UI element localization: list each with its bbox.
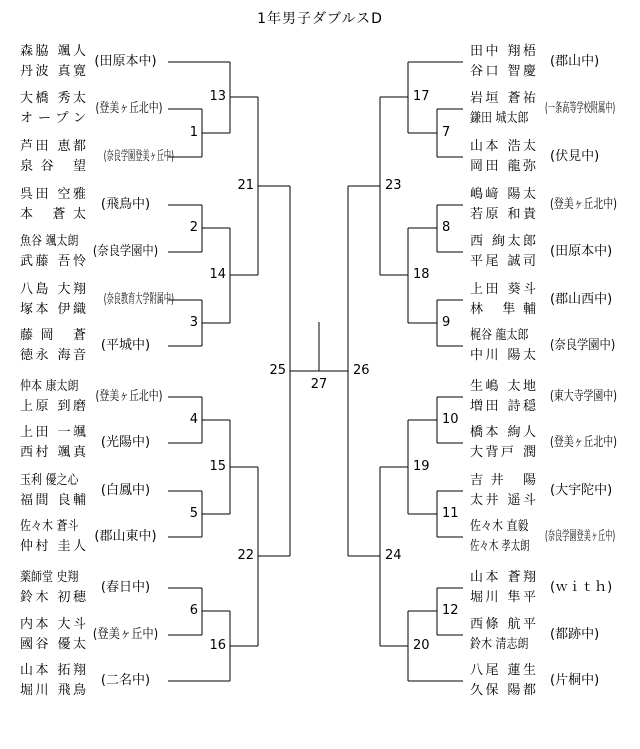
match-number: 24 — [385, 548, 402, 563]
match-number: 22 — [237, 548, 254, 563]
school-label: (春日中) — [100, 580, 151, 595]
school-label: (都跡中) — [550, 627, 600, 642]
team-players: 橋本 絢人 大背戸 潤 — [470, 425, 536, 460]
match-number: 6 — [189, 603, 198, 618]
school-label: (伏見中) — [550, 149, 600, 164]
bracket-left-team-lines — [168, 62, 230, 681]
match-number: 26 — [353, 363, 370, 378]
team-players: 生嶋 太地 増田 詩穏 — [470, 379, 536, 414]
school-label: (郡山西中) — [550, 292, 613, 307]
school-label: (奈良教育大学附属中) — [103, 292, 174, 307]
match-number: 8 — [442, 220, 451, 235]
bracket-left-round2 — [230, 62, 258, 681]
school-label: (登美ヶ丘北中) — [550, 435, 617, 450]
team-players: 佐々木 直毅 佐々木 孝太朗 — [470, 519, 530, 554]
team-players: 玉利 優之心 福間 良輔 — [20, 473, 86, 508]
school-label: (奈良学園中) — [92, 244, 159, 259]
school-label: (田原本中) — [550, 244, 613, 259]
team-players: 大橋 秀太 オープン — [20, 91, 86, 126]
team-players: 山本 拓翔 堀川 飛鳥 — [20, 663, 86, 698]
team-players: 田中 翔梧 谷口 智慶 — [470, 44, 536, 79]
team-players: 呉田 空雅 本 蒼太 — [20, 187, 86, 222]
match-number: 11 — [442, 506, 459, 521]
match-number: 2 — [189, 220, 198, 235]
school-label: (登美ヶ丘北中) — [550, 197, 617, 212]
match-number: 21 — [237, 178, 254, 193]
school-label: (片桐中) — [550, 673, 600, 688]
school-label: (光陽中) — [100, 435, 151, 450]
school-label: (東大寺学園中) — [550, 389, 617, 404]
school-label: (二名中) — [100, 673, 151, 688]
team-players: 山本 浩太 岡田 龍弥 — [470, 139, 536, 174]
match-number: 23 — [385, 178, 402, 193]
team-players: 上田 一颯 西村 颯真 — [20, 425, 86, 460]
team-players: 森脇 颯人 丹波 真寛 — [20, 44, 86, 79]
match-number: 7 — [442, 125, 451, 140]
match-number: 16 — [209, 638, 226, 653]
bracket-right-round1 — [408, 109, 437, 635]
school-label: (登美ヶ丘北中) — [95, 101, 163, 116]
school-label: (一条高等学校附属中) — [545, 101, 616, 116]
school-label: (飛鳥中) — [100, 197, 151, 212]
school-label: (ｗｉｔｈ) — [550, 580, 613, 595]
match-number: 5 — [189, 506, 198, 521]
bracket-right-round2 — [380, 62, 408, 681]
match-number-final: 27 — [310, 377, 328, 392]
team-players: 吉井 陽 太井 遥斗 — [470, 473, 536, 508]
match-number: 4 — [189, 412, 198, 427]
team-players: 八島 大翔 塚本 伊織 — [20, 282, 86, 317]
school-label: (田原本中) — [94, 54, 157, 69]
team-players: 嶋﨑 陽太 若原 和貴 — [470, 187, 536, 222]
school-label: (平城中) — [100, 338, 151, 353]
team-players: 八尾 蓮生 久保 陽都 — [470, 663, 536, 698]
match-number: 1 — [189, 125, 198, 140]
team-players: 佐々木 蒼斗 仲村 圭人 — [20, 519, 86, 554]
school-label: (奈良学園登美ヶ丘中) — [545, 529, 616, 544]
team-players: 西 絢太郎 平尾 誠司 — [470, 234, 536, 269]
team-players: 山本 蒼翔 堀川 隼平 — [470, 570, 536, 605]
match-number: 20 — [413, 638, 430, 653]
bracket-right-team-lines — [408, 62, 463, 681]
bracket-final-line — [290, 322, 348, 371]
match-number: 3 — [189, 315, 198, 330]
school-label: (白鳳中) — [100, 483, 151, 498]
school-label: (登美ヶ丘北中) — [95, 389, 163, 404]
school-label: (郡山中) — [550, 54, 600, 69]
school-label: (大宇陀中) — [550, 483, 613, 498]
school-label: (郡山東中) — [94, 529, 157, 544]
match-number: 13 — [209, 89, 226, 104]
page-title: 1年男子ダブルスD — [257, 11, 383, 27]
school-label: (奈良学園登美ヶ丘中) — [103, 149, 174, 164]
team-players: 藤岡 蒼 徳永 海音 — [20, 328, 86, 363]
team-players: 西條 航平 鈴木 清志朗 — [470, 617, 536, 652]
match-number: 9 — [442, 315, 451, 330]
match-number: 19 — [413, 459, 430, 474]
match-number: 25 — [269, 363, 286, 378]
match-number: 10 — [442, 412, 459, 427]
team-players: 薬師堂 史翔 鈴木 初穂 — [20, 570, 86, 605]
team-players: 内本 大斗 國谷 優太 — [20, 617, 86, 652]
school-label: (登美ヶ丘中) — [92, 627, 159, 642]
team-players: 上田 葵斗 林 隼輔 — [470, 282, 536, 317]
team-players: 魚谷 颯太朗 武藤 吾怜 — [20, 234, 86, 269]
team-players: 仲本 康太朗 上原 到磨 — [20, 379, 86, 414]
school-label: (奈良学園中) — [550, 338, 616, 353]
match-number: 17 — [413, 89, 430, 104]
match-number: 15 — [209, 459, 226, 474]
match-number: 14 — [209, 267, 226, 282]
match-number: 12 — [442, 603, 459, 618]
team-players: 岩垣 蒼祐 鎌田 城太郎 — [470, 91, 536, 126]
match-number: 18 — [413, 267, 430, 282]
bracket-left-round1 — [202, 109, 230, 635]
team-players: 芦田 恵都 泉谷 望 — [20, 139, 86, 174]
team-players: 梶谷 龍太郎 中川 陽太 — [470, 328, 536, 363]
